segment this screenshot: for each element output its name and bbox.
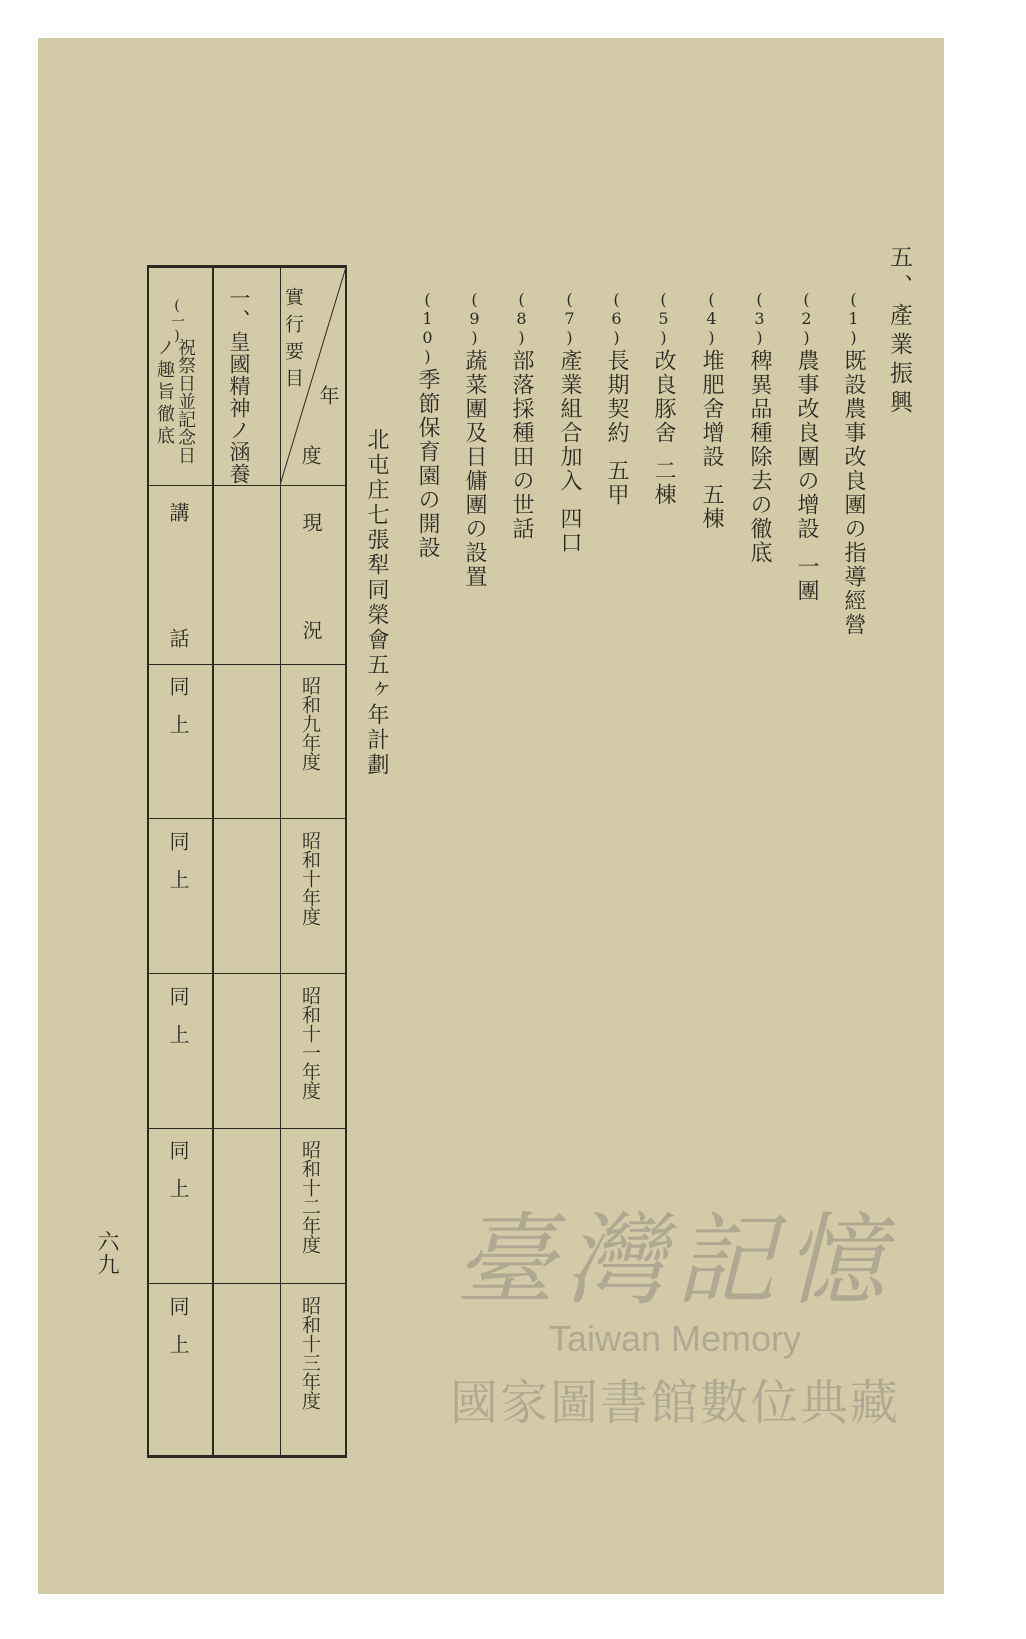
current-cell-2: 話 <box>166 628 190 648</box>
item-column <box>558 290 580 555</box>
item-column <box>463 290 485 589</box>
item-column <box>510 290 532 541</box>
item-amount: 四口 <box>557 507 582 555</box>
item-column <box>416 290 438 560</box>
corner-items-label: 實行要目 <box>282 287 304 395</box>
year-header: 昭和十三年度 <box>299 1296 321 1410</box>
watermark-calligraphy: 臺灣記憶 <box>455 1202 895 1319</box>
row-text-a: 祝祭日並記念日 <box>175 338 196 464</box>
current-header-1: 現 <box>299 512 323 532</box>
row-number: (一) <box>169 298 185 344</box>
item-text: 農事改良團の增設 <box>794 349 819 541</box>
item-column <box>842 290 864 637</box>
item-text: 堆肥舍增設 <box>699 349 724 469</box>
section-heading: 五、產業振興 <box>886 245 912 419</box>
current-cell-1: 講 <box>166 502 190 522</box>
year-header: 昭和九年度 <box>299 676 321 771</box>
item-number: (2) <box>797 290 816 347</box>
same-as-above-cell: 同上 <box>166 1140 190 1216</box>
item-column <box>700 290 722 531</box>
item-number: (9) <box>465 290 484 347</box>
item-column <box>652 290 674 507</box>
item-column <box>795 290 817 603</box>
item-number: (3) <box>750 290 769 347</box>
item-text: 蔬菜團及日傭團の設置 <box>462 349 487 589</box>
item-number: (5) <box>654 290 673 347</box>
item-text: 改良豚舍 <box>651 349 676 445</box>
item-amount: 五棟 <box>699 483 724 531</box>
row-text-b: ノ趣旨徹底 <box>154 338 175 448</box>
item-column <box>605 290 627 507</box>
item-amount: 一團 <box>794 555 819 603</box>
item-number: (4) <box>702 290 721 347</box>
plan-title: 北屯庄七張犁同榮會五ヶ年計劃 <box>364 428 389 778</box>
item-number: (6) <box>607 290 626 347</box>
same-as-above-cell: 同上 <box>166 831 190 907</box>
category-label: 一、皇國精神ノ涵養 <box>227 287 251 485</box>
item-number: (8) <box>512 290 531 347</box>
year-header: 昭和十年度 <box>299 831 321 926</box>
item-text: 稗異品種除去の徹底 <box>747 349 772 565</box>
item-amount: 五甲 <box>604 459 629 507</box>
same-as-above-cell: 同上 <box>166 676 190 752</box>
item-number: (10) <box>418 290 437 366</box>
watermark <box>420 1180 930 1440</box>
item-text: 長期契約 <box>604 349 629 445</box>
watermark-english: Taiwan Memory <box>548 1318 802 1359</box>
item-number: (1) <box>844 290 863 347</box>
item-text: 產業組合加入 <box>557 349 582 493</box>
same-as-above-cell: 同上 <box>166 986 190 1062</box>
corner-year-label-2: 度 <box>298 445 322 465</box>
page-number: 六九 <box>94 1230 119 1276</box>
item-column <box>748 290 770 565</box>
item-number: (7) <box>560 290 579 347</box>
item-text: 既設農事改良團の指導經營 <box>841 349 866 637</box>
same-as-above-cell: 同上 <box>166 1296 190 1372</box>
current-header-2: 況 <box>299 620 323 640</box>
item-text: 季節保育園の開設 <box>415 368 440 560</box>
corner-year-label: 年 <box>316 385 340 405</box>
item-amount: 二棟 <box>651 459 676 507</box>
year-header: 昭和十一年度 <box>299 986 321 1100</box>
item-text: 部落採種田の世話 <box>509 349 534 541</box>
year-header: 昭和十二年度 <box>299 1140 321 1254</box>
watermark-org: 國家圖書館數位典藏 <box>449 1375 900 1431</box>
